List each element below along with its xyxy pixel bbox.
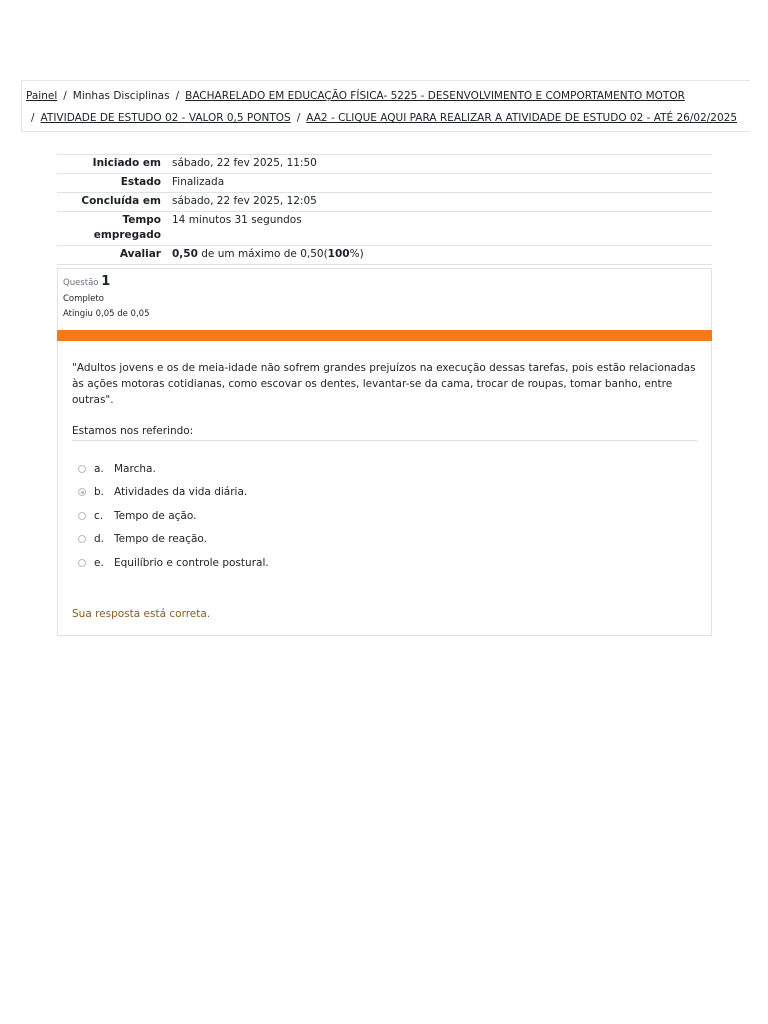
breadcrumb-separator: / (63, 90, 67, 102)
answer-text: Atividades da vida diária. (114, 486, 248, 499)
grade-percent: 100 (327, 248, 350, 260)
answer-list (78, 457, 269, 575)
grade-value (171, 246, 712, 265)
summary-row-completed (57, 193, 712, 212)
answer-text: Tempo de reação. (114, 533, 207, 546)
answer-letter: c. (94, 509, 104, 522)
answer-letter: e. (94, 556, 104, 569)
answer-letter: a. (94, 462, 104, 475)
answer-letter: b. (94, 486, 105, 499)
answer-radio[interactable] (78, 488, 86, 496)
breadcrumb-separator: / (296, 112, 301, 124)
summary-row-time (57, 212, 712, 246)
answer-option[interactable] (78, 551, 269, 575)
time-label-line-2: empregado (93, 229, 161, 241)
summary-row-started (57, 155, 712, 174)
answer-option[interactable] (78, 457, 269, 481)
grade-max: de um máximo de 0,50( (201, 248, 328, 260)
feedback-text: Sua resposta está correta. (72, 608, 211, 620)
grade-score: 0,50 (172, 248, 198, 260)
answer-text: Equilíbrio e controle postural. (114, 556, 269, 569)
grade-label: Avaliar (119, 248, 161, 260)
answer-radio[interactable] (78, 512, 86, 520)
question-status: Completo (63, 294, 104, 304)
breadcrumb-course-link[interactable]: BACHARELADO EM EDUCAÇÃO FÍSICA- 5225 - DESENVOLVIMENTO E COMPORTAMENTO MOTOR (185, 90, 685, 102)
breadcrumb-separator: / (175, 90, 180, 102)
time-label-line-1: Tempo (122, 214, 161, 226)
answer-option[interactable] (78, 528, 269, 552)
question-score: Atingiu 0,05 de 0,05 (63, 309, 150, 319)
breadcrumb-painel-link[interactable]: Painel (26, 90, 58, 102)
question-info (63, 274, 149, 324)
question-label: Questão (63, 278, 99, 288)
completed-label: Concluída em (81, 195, 161, 207)
answer-radio[interactable] (78, 535, 86, 543)
question-accent-bar (57, 330, 712, 341)
question-prompt: Estamos nos referindo: (72, 425, 194, 437)
breadcrumb (21, 80, 750, 132)
state-label: Estado (120, 176, 161, 188)
question-number: 1 (101, 274, 111, 289)
time-label (57, 212, 171, 246)
question-statement: "Adultos jovens e os de meia-idade não sofrem grandes prejuízos na execução dessas tarefas, pois estão relacionadas às ações motoras cotidianas, como escovar os dentes, levantar-se da cama, trocar de roupas, tomar banho, entre outras". (72, 362, 696, 406)
answer-option[interactable] (78, 504, 269, 528)
time-value: 14 minutos 31 segundos (172, 214, 302, 226)
breadcrumb-activity-link[interactable]: ATIVIDADE DE ESTUDO 02 - VALOR 0,5 PONTOS (40, 112, 291, 124)
answer-radio[interactable] (78, 465, 86, 473)
started-label: Iniciado em (92, 157, 161, 169)
grade-percent-suffix: %) (349, 248, 364, 260)
attempt-summary-table (57, 154, 712, 265)
breadcrumb-quiz-link[interactable]: AA2 - CLIQUE AQUI PARA REALIZAR A ATIVIDADE DE ESTUDO 02 - ATÉ 26/02/2025 (306, 112, 738, 124)
answer-text: Tempo de ação. (114, 509, 197, 522)
answer-text: Marcha. (114, 462, 156, 475)
answer-option[interactable] (78, 481, 269, 505)
summary-row-state (57, 174, 712, 193)
answer-radio[interactable] (78, 559, 86, 567)
answer-letter: d. (94, 533, 105, 546)
completed-value: sábado, 22 fev 2025, 12:05 (172, 195, 317, 207)
started-value: sábado, 22 fev 2025, 11:50 (172, 157, 317, 169)
question-divider (72, 440, 697, 441)
state-value: Finalizada (172, 176, 225, 188)
breadcrumb-minhas-disciplinas: Minhas Disciplinas (72, 90, 170, 102)
breadcrumb-separator: / (31, 112, 35, 124)
question-box (57, 268, 712, 636)
summary-row-grade (57, 246, 712, 265)
